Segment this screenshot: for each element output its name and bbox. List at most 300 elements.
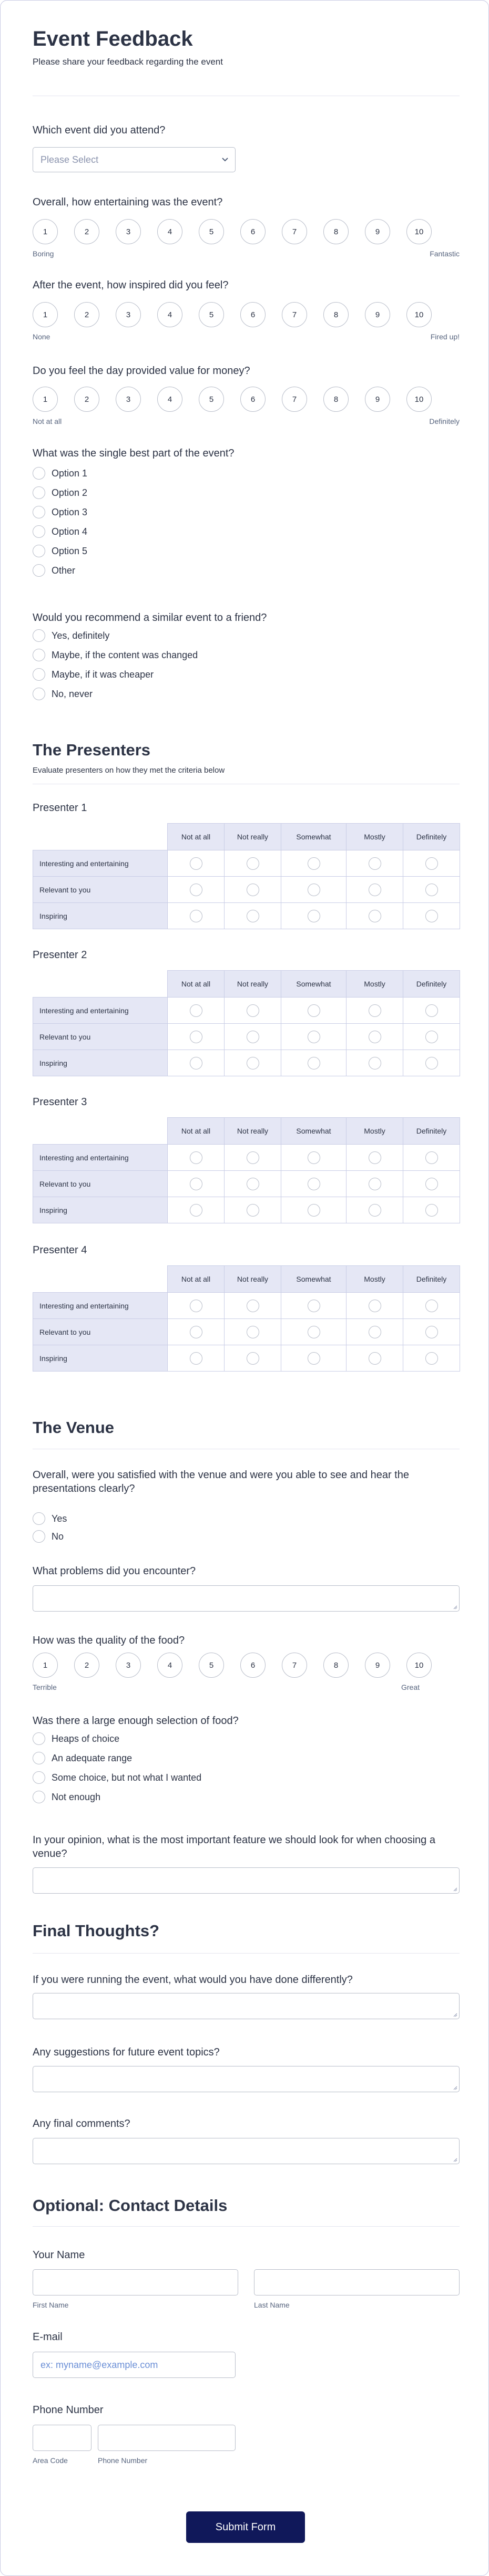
event-select[interactable] xyxy=(33,147,236,172)
matrix-cell xyxy=(225,850,281,877)
radio-button[interactable] xyxy=(33,688,45,700)
matrix-radio-button[interactable] xyxy=(247,1031,259,1043)
matrix-row-label: Interesting and entertaining xyxy=(33,850,168,877)
matrix-radio-button[interactable] xyxy=(425,884,438,896)
matrix-cell xyxy=(225,998,281,1024)
scale-option-9[interactable]: 9 xyxy=(365,302,390,327)
matrix-cell xyxy=(403,1050,460,1076)
matrix-cell xyxy=(403,1345,460,1372)
matrix-radio-button[interactable] xyxy=(190,1326,202,1338)
matrix-row-label: Interesting and entertaining xyxy=(33,1293,168,1319)
matrix-column-header: Not really xyxy=(225,1266,281,1293)
area-code-hint: Area Code xyxy=(33,2456,68,2465)
matrix-cell xyxy=(168,1319,225,1345)
matrix-cell xyxy=(168,1197,225,1223)
matrix-cell xyxy=(225,1145,281,1171)
chevron-down-icon xyxy=(220,155,230,164)
matrix-cell xyxy=(168,998,225,1024)
matrix-radio-button[interactable] xyxy=(247,884,259,896)
food-selection-option-label: Heaps of choice xyxy=(52,1733,120,1744)
food-selection-option[interactable] xyxy=(33,1731,119,1746)
radio-button[interactable] xyxy=(33,1512,45,1525)
presenter-rating-matrix xyxy=(33,823,460,929)
matrix-radio-button[interactable] xyxy=(190,857,202,870)
matrix-cell xyxy=(281,1345,347,1372)
scale-option-2[interactable]: 2 xyxy=(74,219,99,244)
matrix-cell xyxy=(403,1024,460,1050)
matrix-row xyxy=(33,998,460,1024)
matrix-cell xyxy=(347,1345,403,1372)
scale-option-4[interactable]: 4 xyxy=(157,387,182,412)
best-part-option[interactable] xyxy=(33,466,87,481)
scale-high-label: Definitely xyxy=(429,417,460,425)
radio-button[interactable] xyxy=(33,564,45,577)
matrix-cell xyxy=(403,1319,460,1345)
matrix-radio-button[interactable] xyxy=(190,1031,202,1043)
email-placeholder: ex: myname@example.com xyxy=(40,2360,158,2370)
matrix-row-label: Interesting and entertaining xyxy=(33,998,168,1024)
recommend-option[interactable] xyxy=(33,667,154,682)
email-input[interactable] xyxy=(33,2352,236,2378)
matrix-row-label: Interesting and entertaining xyxy=(33,1145,168,1171)
best-part-option[interactable] xyxy=(33,505,87,520)
matrix-cell xyxy=(347,1293,403,1319)
event-question-label: Which event did you attend? xyxy=(33,124,166,136)
matrix-cell xyxy=(403,1293,460,1319)
area-code-input[interactable] xyxy=(33,2425,91,2451)
food-selection-option[interactable] xyxy=(33,1770,201,1785)
matrix-cell xyxy=(347,1197,403,1223)
scale-option-5[interactable]: 5 xyxy=(199,1653,224,1678)
matrix-radio-button[interactable] xyxy=(308,1204,320,1217)
scale-option-6[interactable]: 6 xyxy=(240,302,266,327)
matrix-column-header: Definitely xyxy=(403,824,460,850)
matrix-row xyxy=(33,877,460,903)
matrix-radio-button[interactable] xyxy=(190,1004,202,1017)
recommend-option-label: Maybe, if the content was changed xyxy=(52,649,198,660)
scale-low-label: Not at all xyxy=(33,417,62,425)
scale-option-5[interactable]: 5 xyxy=(199,219,224,244)
best-part-option[interactable] xyxy=(33,524,87,539)
scale-option-10[interactable]: 10 xyxy=(406,387,432,412)
recommend-label: Would you recommend a similar event to a friend? xyxy=(33,612,267,624)
matrix-radio-button[interactable] xyxy=(308,910,320,922)
food-quality-label: How was the quality of the food? xyxy=(33,1635,185,1646)
matrix-column-header: Mostly xyxy=(347,971,403,998)
scale-high-label: Fantastic xyxy=(430,250,460,258)
matrix-cell xyxy=(225,877,281,903)
rating-value-scale xyxy=(33,387,460,425)
scale-option-2[interactable]: 2 xyxy=(74,302,99,327)
matrix-radio-button[interactable] xyxy=(247,1352,259,1365)
matrix-radio-button[interactable] xyxy=(369,1151,381,1164)
radio-button[interactable] xyxy=(33,649,45,661)
scale-option-1[interactable]: 1 xyxy=(33,1653,58,1678)
radio-button[interactable] xyxy=(33,1732,45,1745)
matrix-radio-button[interactable] xyxy=(190,1151,202,1164)
matrix-column-header: Definitely xyxy=(403,971,460,998)
best-part-option-label: Option 2 xyxy=(52,487,88,498)
scale-option-5[interactable]: 5 xyxy=(199,302,224,327)
food-selection-option-label: Some choice, but not what I wanted xyxy=(52,1772,202,1783)
matrix-cell xyxy=(168,1145,225,1171)
matrix-column-header: Definitely xyxy=(403,1118,460,1145)
matrix-cell xyxy=(225,1024,281,1050)
venue-satisfied-option[interactable] xyxy=(33,1511,67,1526)
best-part-option[interactable] xyxy=(33,544,87,558)
matrix-cell xyxy=(347,903,403,929)
scale-option-7[interactable]: 7 xyxy=(282,387,307,412)
scale-option-3[interactable]: 3 xyxy=(116,219,141,244)
matrix-radio-button[interactable] xyxy=(369,1004,381,1017)
final-section-title: Final Thoughts? xyxy=(33,1921,160,1940)
matrix-cell xyxy=(225,1345,281,1372)
presenter-title: Presenter 1 xyxy=(33,802,87,814)
radio-button[interactable] xyxy=(33,1530,45,1543)
radio-button[interactable] xyxy=(33,668,45,681)
matrix-cell xyxy=(403,877,460,903)
matrix-radio-button[interactable] xyxy=(308,1057,320,1069)
scale-option-6[interactable]: 6 xyxy=(240,219,266,244)
matrix-radio-button[interactable] xyxy=(190,1204,202,1217)
radio-button[interactable] xyxy=(33,525,45,538)
venue-satisfied-option-label: Yes xyxy=(52,1513,67,1524)
matrix-row xyxy=(33,1319,460,1345)
venue-satisfied-option-label: No xyxy=(52,1531,64,1542)
scale-option-10[interactable]: 10 xyxy=(406,1653,432,1678)
food-selection-label: Was there a large enough selection of food? xyxy=(33,1715,239,1727)
matrix-radio-button[interactable] xyxy=(247,1326,259,1338)
phone-label: Phone Number xyxy=(33,2404,104,2416)
scale-option-8[interactable]: 8 xyxy=(323,387,349,412)
recommend-option[interactable] xyxy=(33,648,198,662)
matrix-column-header: Not at all xyxy=(168,971,225,998)
matrix-radio-button[interactable] xyxy=(308,1004,320,1017)
matrix-radio-button[interactable] xyxy=(425,1057,438,1069)
matrix-cell xyxy=(281,1319,347,1345)
matrix-row-label: Inspiring xyxy=(33,1197,168,1223)
venue-feature-label: In your opinion, what is the most important feature we should look for when choosing a venue? xyxy=(33,1834,435,1860)
matrix-cell xyxy=(403,998,460,1024)
resize-grip-icon xyxy=(453,1605,457,1609)
best-part-option-label: Option 4 xyxy=(52,526,88,537)
matrix-row-label: Relevant to you xyxy=(33,877,168,903)
matrix-radio-button[interactable] xyxy=(190,910,202,922)
first-name-hint: First Name xyxy=(33,2301,69,2309)
matrix-radio-button[interactable] xyxy=(190,1057,202,1069)
contact-divider xyxy=(33,2226,460,2227)
matrix-column-header: Not at all xyxy=(168,1118,225,1145)
matrix-radio-button[interactable] xyxy=(308,1326,320,1338)
matrix-corner xyxy=(33,971,168,998)
scale-option-9[interactable]: 9 xyxy=(365,1653,390,1678)
final-q1-textarea[interactable] xyxy=(33,1993,460,2019)
matrix-radio-button[interactable] xyxy=(425,1204,438,1217)
matrix-radio-button[interactable] xyxy=(247,857,259,870)
matrix-radio-button[interactable] xyxy=(247,1004,259,1017)
scale-option-6[interactable]: 6 xyxy=(240,1653,266,1678)
matrix-radio-button[interactable] xyxy=(425,857,438,870)
matrix-radio-button[interactable] xyxy=(190,1352,202,1365)
food-selection-option-label: Not enough xyxy=(52,1791,101,1802)
matrix-radio-button[interactable] xyxy=(247,1300,259,1312)
scale-option-6[interactable]: 6 xyxy=(240,387,266,412)
scale-option-8[interactable]: 8 xyxy=(323,302,349,327)
matrix-radio-button[interactable] xyxy=(247,1178,259,1190)
scale-option-7[interactable]: 7 xyxy=(282,302,307,327)
scale-option-1[interactable]: 1 xyxy=(33,302,58,327)
matrix-radio-button[interactable] xyxy=(247,1151,259,1164)
matrix-radio-button[interactable] xyxy=(369,1178,381,1190)
final-q3-textarea[interactable] xyxy=(33,2138,460,2164)
food-selection-option[interactable] xyxy=(33,1790,100,1804)
matrix-radio-button[interactable] xyxy=(308,1178,320,1190)
matrix-row-label: Relevant to you xyxy=(33,1171,168,1197)
matrix-cell xyxy=(281,1024,347,1050)
scale-option-3[interactable]: 3 xyxy=(116,302,141,327)
matrix-cell xyxy=(347,1171,403,1197)
matrix-corner xyxy=(33,824,168,850)
matrix-radio-button[interactable] xyxy=(369,1057,381,1069)
matrix-radio-button[interactable] xyxy=(308,857,320,870)
matrix-radio-button[interactable] xyxy=(369,1031,381,1043)
recommend-option-label: Yes, definitely xyxy=(52,630,110,641)
matrix-column-header: Somewhat xyxy=(281,824,347,850)
scale-option-3[interactable]: 3 xyxy=(116,387,141,412)
matrix-column-header: Mostly xyxy=(347,1266,403,1293)
matrix-row xyxy=(33,1293,460,1319)
matrix-column-header: Not really xyxy=(225,1118,281,1145)
final-q2-textarea[interactable] xyxy=(33,2066,460,2092)
matrix-cell xyxy=(281,998,347,1024)
matrix-radio-button[interactable] xyxy=(308,1352,320,1365)
matrix-column-header: Mostly xyxy=(347,1118,403,1145)
matrix-row xyxy=(33,903,460,929)
presenter-title: Presenter 4 xyxy=(33,1244,87,1256)
best-part-option[interactable] xyxy=(33,563,75,578)
rating-value-label: Do you feel the day provided value for money? xyxy=(33,365,250,377)
scale-option-4[interactable]: 4 xyxy=(157,1653,182,1678)
matrix-radio-button[interactable] xyxy=(425,910,438,922)
presenter-rating-matrix xyxy=(33,1117,460,1223)
scale-option-2[interactable]: 2 xyxy=(74,1653,99,1678)
matrix-cell xyxy=(281,877,347,903)
matrix-cell xyxy=(347,998,403,1024)
matrix-cell xyxy=(225,903,281,929)
presenters-section-title: The Presenters xyxy=(33,741,150,759)
resize-grip-icon xyxy=(453,2086,457,2090)
final-divider xyxy=(33,1953,460,1954)
recommend-option-label: No, never xyxy=(52,688,93,699)
matrix-cell xyxy=(347,877,403,903)
last-name-hint: Last Name xyxy=(254,2301,290,2309)
matrix-radio-button[interactable] xyxy=(308,1031,320,1043)
scale-low-label: Boring xyxy=(33,250,54,258)
matrix-cell xyxy=(347,850,403,877)
scale-option-4[interactable]: 4 xyxy=(157,302,182,327)
matrix-radio-button[interactable] xyxy=(247,1204,259,1217)
matrix-radio-button[interactable] xyxy=(425,1352,438,1365)
presenters-section-subtitle: Evaluate presenters on how they met the criteria below xyxy=(33,766,225,775)
scale-option-9[interactable]: 9 xyxy=(365,219,390,244)
scale-option-5[interactable]: 5 xyxy=(199,387,224,412)
matrix-cell xyxy=(281,1145,347,1171)
matrix-cell xyxy=(168,850,225,877)
final-q1-label: If you were running the event, what would you have done differently? xyxy=(33,1974,353,1986)
matrix-row xyxy=(33,1050,460,1076)
radio-button[interactable] xyxy=(33,506,45,518)
scale-option-2[interactable]: 2 xyxy=(74,387,99,412)
food-quality-scale xyxy=(33,1653,460,1691)
matrix-corner xyxy=(33,1118,168,1145)
presenter-rating-matrix xyxy=(33,1265,460,1372)
matrix-cell xyxy=(281,1293,347,1319)
phone-number-hint: Phone Number xyxy=(98,2456,148,2465)
matrix-cell xyxy=(281,1171,347,1197)
recommend-option-label: Maybe, if it was cheaper xyxy=(52,669,154,680)
first-name-input[interactable] xyxy=(33,2269,238,2295)
scale-high-label: Great xyxy=(401,1683,420,1691)
matrix-cell xyxy=(347,1050,403,1076)
scale-option-7[interactable]: 7 xyxy=(282,1653,307,1678)
matrix-radio-button[interactable] xyxy=(190,884,202,896)
scale-option-8[interactable]: 8 xyxy=(323,219,349,244)
scale-option-9[interactable]: 9 xyxy=(365,387,390,412)
matrix-radio-button[interactable] xyxy=(247,1057,259,1069)
form-title: Event Feedback xyxy=(33,27,193,50)
best-part-option-label: Option 5 xyxy=(52,545,88,556)
final-q2-label: Any suggestions for future event topics? xyxy=(33,2047,220,2058)
resize-grip-icon xyxy=(453,2013,457,2017)
scale-option-8[interactable]: 8 xyxy=(323,1653,349,1678)
matrix-column-header: Not at all xyxy=(168,1266,225,1293)
matrix-radio-button[interactable] xyxy=(425,1326,438,1338)
matrix-column-header: Somewhat xyxy=(281,1266,347,1293)
matrix-row xyxy=(33,1171,460,1197)
scale-option-3[interactable]: 3 xyxy=(116,1653,141,1678)
best-part-label: What was the single best part of the event? xyxy=(33,448,235,459)
matrix-corner xyxy=(33,1266,168,1293)
matrix-cell xyxy=(168,1293,225,1319)
radio-button[interactable] xyxy=(33,1752,45,1764)
scale-option-1[interactable]: 1 xyxy=(33,387,58,412)
matrix-cell xyxy=(403,1145,460,1171)
rating-inspired-scale xyxy=(33,302,460,341)
radio-button[interactable] xyxy=(33,467,45,480)
radio-button[interactable] xyxy=(33,1771,45,1784)
radio-button[interactable] xyxy=(33,629,45,642)
venue-feature-textarea[interactable] xyxy=(33,1867,460,1894)
radio-button[interactable] xyxy=(33,1791,45,1803)
matrix-radio-button[interactable] xyxy=(425,1004,438,1017)
matrix-radio-button[interactable] xyxy=(308,1151,320,1164)
matrix-row-label: Inspiring xyxy=(33,903,168,929)
matrix-cell xyxy=(168,1024,225,1050)
matrix-radio-button[interactable] xyxy=(190,1300,202,1312)
matrix-cell xyxy=(403,1197,460,1223)
matrix-radio-button[interactable] xyxy=(369,884,381,896)
venue-satisfied-option[interactable] xyxy=(33,1529,64,1544)
submit-button[interactable]: Submit Form xyxy=(186,2511,305,2543)
matrix-radio-button[interactable] xyxy=(369,1326,381,1338)
rating-inspired-label: After the event, how inspired did you feel? xyxy=(33,279,229,291)
rating-entertaining-label: Overall, how entertaining was the event? xyxy=(33,196,223,208)
matrix-cell xyxy=(225,1050,281,1076)
matrix-cell xyxy=(347,1145,403,1171)
matrix-radio-button[interactable] xyxy=(369,1352,381,1365)
recommend-option[interactable] xyxy=(33,628,109,643)
scale-option-10[interactable]: 10 xyxy=(406,219,432,244)
presenter-rating-matrix xyxy=(33,970,460,1076)
matrix-radio-button[interactable] xyxy=(425,1031,438,1043)
venue-section-title: The Venue xyxy=(33,1418,115,1437)
matrix-radio-button[interactable] xyxy=(369,1204,381,1217)
recommend-option[interactable] xyxy=(33,687,93,701)
email-label: E-mail xyxy=(33,2331,63,2343)
rating-entertaining-scale xyxy=(33,219,460,258)
name-label: Your Name xyxy=(33,2249,85,2261)
matrix-cell xyxy=(225,1319,281,1345)
matrix-radio-button[interactable] xyxy=(190,1178,202,1190)
matrix-radio-button[interactable] xyxy=(247,910,259,922)
matrix-radio-button[interactable] xyxy=(425,1300,438,1312)
scale-high-label: Fired up! xyxy=(430,333,460,341)
matrix-cell xyxy=(168,1345,225,1372)
matrix-row-label: Relevant to you xyxy=(33,1319,168,1345)
matrix-column-header: Not really xyxy=(225,971,281,998)
last-name-input[interactable] xyxy=(254,2269,460,2295)
matrix-row-label: Inspiring xyxy=(33,1345,168,1372)
form-subtitle: Please share your feedback regarding the event xyxy=(33,57,223,67)
food-selection-option-label: An adequate range xyxy=(52,1752,133,1763)
event-select-placeholder: Please Select xyxy=(40,154,99,165)
matrix-radio-button[interactable] xyxy=(369,857,381,870)
best-part-option[interactable] xyxy=(33,485,87,500)
matrix-radio-button[interactable] xyxy=(425,1151,438,1164)
venue-problems-textarea[interactable] xyxy=(33,1585,460,1612)
phone-number-input[interactable] xyxy=(98,2425,236,2451)
matrix-cell xyxy=(281,1050,347,1076)
best-part-option-label: Option 3 xyxy=(52,506,88,517)
scale-option-10[interactable]: 10 xyxy=(406,302,432,327)
matrix-radio-button[interactable] xyxy=(308,1300,320,1312)
best-part-option-label: Other xyxy=(52,565,76,576)
radio-button[interactable] xyxy=(33,486,45,499)
scale-option-4[interactable]: 4 xyxy=(157,219,182,244)
matrix-cell xyxy=(168,877,225,903)
matrix-cell xyxy=(225,1293,281,1319)
venue-problems-label: What problems did you encounter? xyxy=(33,1565,196,1577)
matrix-radio-button[interactable] xyxy=(308,884,320,896)
presenter-title: Presenter 3 xyxy=(33,1096,87,1108)
radio-button[interactable] xyxy=(33,545,45,557)
scale-low-label: None xyxy=(33,333,50,341)
scale-option-1[interactable]: 1 xyxy=(33,219,58,244)
matrix-cell xyxy=(225,1171,281,1197)
matrix-row xyxy=(33,1197,460,1223)
best-part-option-label: Option 1 xyxy=(52,468,88,479)
scale-option-7[interactable]: 7 xyxy=(282,219,307,244)
matrix-radio-button[interactable] xyxy=(369,910,381,922)
resize-grip-icon xyxy=(453,1887,457,1892)
matrix-cell xyxy=(403,903,460,929)
matrix-column-header: Mostly xyxy=(347,824,403,850)
matrix-cell xyxy=(347,1024,403,1050)
food-selection-option[interactable] xyxy=(33,1751,132,1765)
matrix-radio-button[interactable] xyxy=(425,1178,438,1190)
matrix-row xyxy=(33,1145,460,1171)
matrix-radio-button[interactable] xyxy=(369,1300,381,1312)
